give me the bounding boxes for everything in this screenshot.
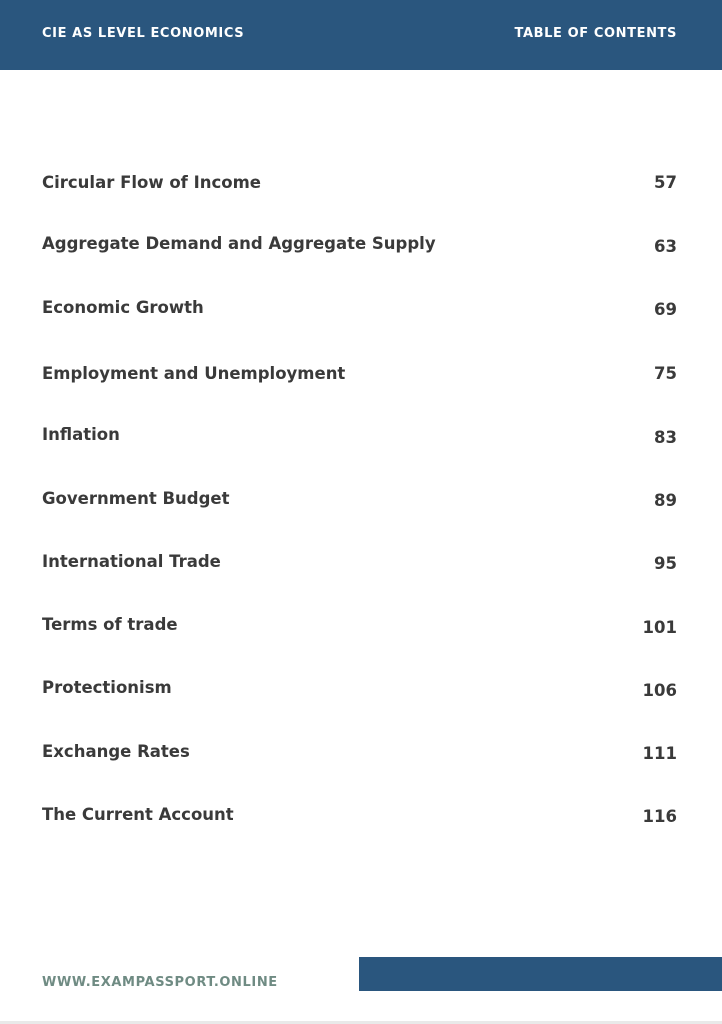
toc-entry[interactable] <box>0 676 722 706</box>
footer-accent-bar <box>359 957 722 991</box>
toc-entry-page: 83 <box>654 428 677 447</box>
toc-entry-title: International Trade <box>42 552 221 571</box>
toc-entry-page: 111 <box>642 744 677 763</box>
footer-website-link[interactable]: WWW.EXAMPASSPORT.ONLINE <box>42 975 278 990</box>
toc-entry-page: 63 <box>654 237 677 256</box>
toc-entry-title: Protectionism <box>42 678 172 697</box>
toc-entry-title: Aggregate Demand and Aggregate Supply <box>42 234 436 253</box>
toc-entry-title: Economic Growth <box>42 298 204 317</box>
toc-entry-page: 101 <box>642 618 677 637</box>
toc-entry[interactable] <box>0 613 722 643</box>
toc-entry[interactable] <box>0 362 722 392</box>
toc-entry[interactable] <box>0 171 722 201</box>
toc-entry-title: Terms of trade <box>42 615 178 634</box>
toc-entry[interactable] <box>0 550 722 580</box>
toc-entry-title: Exchange Rates <box>42 742 190 761</box>
toc-entry[interactable] <box>0 740 722 770</box>
section-title: TABLE OF CONTENTS <box>514 26 677 41</box>
toc-entry[interactable] <box>0 803 722 833</box>
toc-entry-page: 116 <box>642 807 677 826</box>
toc-entry-title: Circular Flow of Income <box>42 173 261 192</box>
toc-entry[interactable] <box>0 232 722 262</box>
toc-entry-page: 69 <box>654 300 677 319</box>
toc-entry-page: 89 <box>654 491 677 510</box>
toc-entry-page: 75 <box>654 364 677 383</box>
toc-entry-title: The Current Account <box>42 805 234 824</box>
toc-entry[interactable] <box>0 423 722 453</box>
toc-entry-page: 106 <box>642 681 677 700</box>
toc-entry-title: Government Budget <box>42 489 230 508</box>
document-title: CIE AS LEVEL ECONOMICS <box>42 26 245 41</box>
toc-entry-title: Employment and Unemployment <box>42 364 346 383</box>
toc-entry-page: 57 <box>654 173 677 192</box>
toc-entry-page: 95 <box>654 554 677 573</box>
toc-entry-title: Inflation <box>42 425 120 444</box>
toc-entry[interactable] <box>0 296 722 326</box>
toc-entry[interactable] <box>0 487 722 517</box>
